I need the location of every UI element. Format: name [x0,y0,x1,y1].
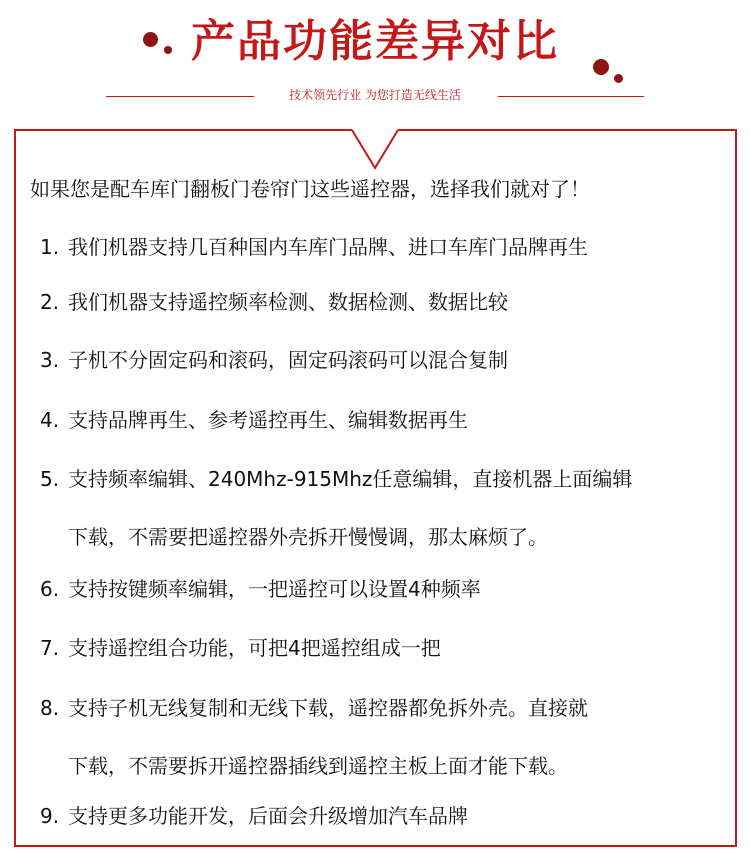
intro-text: 如果您是配车库门翻板门卷帘门这些遥控器，选择我们就对了！ [30,177,590,201]
feature-number: 5. [40,467,60,491]
feature-item [40,632,730,661]
feature-text: 支持按键频率编辑，一把遥控可以设置4种频率 [68,577,481,601]
feature-number: 4. [40,408,60,432]
feature-item [40,573,730,602]
feature-item [40,231,730,260]
feature-number: 2. [40,290,60,314]
feature-item [40,800,730,829]
feature-item [40,286,730,315]
feature-text: 支持更多功能开发，后面会升级增加汽车品牌 [68,804,468,828]
page-subtitle: 技术领先行业 为您打造无线生活 [289,88,461,102]
feature-item [40,404,730,433]
feature-number: 7. [40,636,60,660]
feature-number: 3. [40,348,60,372]
feature-text: 支持遥控组合功能，可把4把遥控组成一把 [68,636,441,660]
feature-text: 支持频率编辑、240Mhz-915Mhz任意编辑，直接机器上面编辑 [68,467,633,491]
feature-number: 8. [40,696,60,720]
feature-item [40,344,730,373]
feature-text: 我们机器支持几百种国内车库门品牌、进口车库门品牌再生 [68,235,588,259]
feature-number: 1. [40,235,60,259]
feature-text-continued: 下载，不需要把遥控器外壳拆开慢慢调，那太麻烦了。 [68,525,548,549]
feature-text: 子机不分固定码和滚码，固定码滚码可以混合复制 [68,348,508,372]
feature-text-continued: 下载，不需要拆开遥控器插线到遥控主板上面才能下载。 [68,754,568,778]
feature-item [40,692,730,778]
feature-number: 6. [40,577,60,601]
feature-text: 支持品牌再生、参考遥控再生、编辑数据再生 [68,408,468,432]
feature-text: 支持子机无线复制和无线下载，遥控器都免拆外壳。直接就 [68,696,588,720]
feature-number: 9. [40,804,60,828]
feature-item [40,463,730,549]
feature-text: 我们机器支持遥控频率检测、数据检测、数据比较 [68,290,508,314]
page-title: 产品功能差异对比 [191,16,559,67]
